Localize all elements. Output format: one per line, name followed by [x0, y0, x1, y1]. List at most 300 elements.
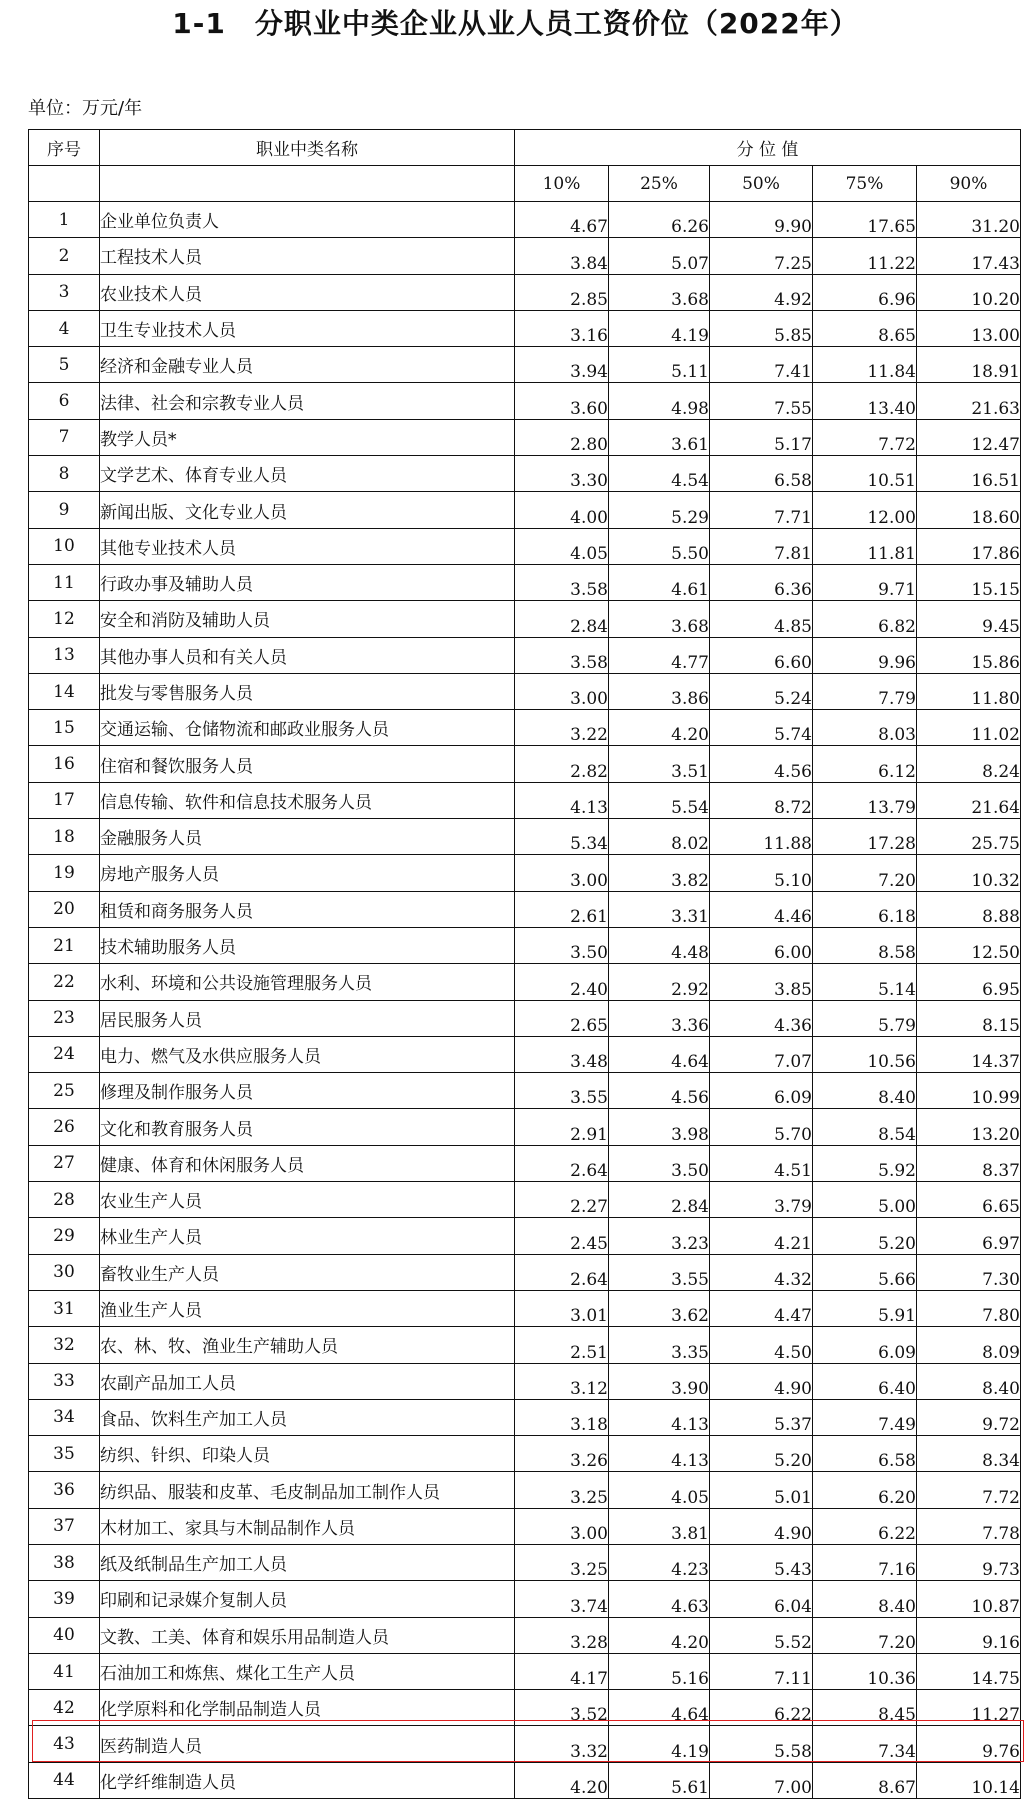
row-value-p25: 8.02	[609, 819, 710, 855]
row-value-p25: 5.11	[609, 347, 710, 383]
row-value-p25: 5.54	[609, 782, 710, 818]
row-value-p10: 3.55	[515, 1073, 609, 1109]
row-value-p25: 3.81	[609, 1508, 710, 1544]
table-row	[29, 673, 1021, 709]
row-value-p10: 2.61	[515, 891, 609, 927]
row-value-p50: 6.22	[710, 1690, 813, 1726]
row-occupation-name: 信息传输、软件和信息技术服务人员	[100, 782, 515, 818]
table-row	[29, 1109, 1021, 1145]
row-occupation-name: 其他专业技术人员	[100, 528, 515, 564]
row-value-p25: 3.51	[609, 746, 710, 782]
row-seq: 13	[29, 637, 100, 673]
row-occupation-name: 石油加工和炼焦、煤化工生产人员	[100, 1653, 515, 1689]
header-p90: 90%	[917, 166, 1021, 202]
row-value-p10: 2.45	[515, 1218, 609, 1254]
row-value-p10: 3.50	[515, 927, 609, 963]
row-value-p50: 7.00	[710, 1762, 813, 1798]
row-seq: 25	[29, 1073, 100, 1109]
row-value-p50: 5.17	[710, 419, 813, 455]
row-value-p90: 15.86	[917, 637, 1021, 673]
row-value-p75: 12.00	[813, 492, 917, 528]
row-value-p25: 2.92	[609, 964, 710, 1000]
row-value-p90: 12.47	[917, 419, 1021, 455]
row-value-p10: 2.82	[515, 746, 609, 782]
row-value-p50: 4.51	[710, 1145, 813, 1181]
row-value-p25: 4.13	[609, 1399, 710, 1435]
table-row	[29, 1653, 1021, 1689]
percentile-header-row	[29, 166, 1021, 202]
row-seq: 3	[29, 274, 100, 310]
table-row	[29, 637, 1021, 673]
table-row	[29, 855, 1021, 891]
row-value-p90: 8.09	[917, 1327, 1021, 1363]
row-value-p50: 5.52	[710, 1617, 813, 1653]
row-value-p10: 4.05	[515, 528, 609, 564]
table-row	[29, 891, 1021, 927]
row-occupation-name: 农、林、牧、渔业生产辅助人员	[100, 1327, 515, 1363]
row-seq: 14	[29, 673, 100, 709]
row-seq: 34	[29, 1399, 100, 1435]
row-value-p10: 3.94	[515, 347, 609, 383]
row-value-p50: 4.92	[710, 274, 813, 310]
table-row	[29, 1327, 1021, 1363]
row-value-p90: 7.72	[917, 1472, 1021, 1508]
row-value-p50: 6.60	[710, 637, 813, 673]
row-value-p75: 11.84	[813, 347, 917, 383]
table-row	[29, 1617, 1021, 1653]
row-value-p90: 15.15	[917, 564, 1021, 600]
row-value-p25: 3.61	[609, 419, 710, 455]
row-value-p75: 11.22	[813, 238, 917, 274]
row-value-p90: 7.80	[917, 1290, 1021, 1326]
row-value-p25: 3.86	[609, 673, 710, 709]
row-seq: 8	[29, 456, 100, 492]
row-value-p50: 8.72	[710, 782, 813, 818]
row-seq: 21	[29, 927, 100, 963]
row-value-p25: 3.68	[609, 601, 710, 637]
row-value-p90: 13.00	[917, 310, 1021, 346]
table-row	[29, 782, 1021, 818]
row-value-p50: 4.85	[710, 601, 813, 637]
row-value-p10: 4.17	[515, 1653, 609, 1689]
table-row	[29, 1690, 1021, 1726]
header-quantiles: 分 位 值	[515, 130, 1021, 166]
row-value-p90: 7.30	[917, 1254, 1021, 1290]
table-row	[29, 1726, 1021, 1762]
row-value-p75: 9.71	[813, 564, 917, 600]
row-value-p90: 9.72	[917, 1399, 1021, 1435]
row-occupation-name: 纺织、针织、印染人员	[100, 1436, 515, 1472]
row-occupation-name: 林业生产人员	[100, 1218, 515, 1254]
table-row	[29, 710, 1021, 746]
row-value-p10: 3.74	[515, 1581, 609, 1617]
row-value-p25: 4.63	[609, 1581, 710, 1617]
row-occupation-name: 渔业生产人员	[100, 1290, 515, 1326]
row-value-p50: 11.88	[710, 819, 813, 855]
row-value-p10: 3.32	[515, 1726, 609, 1762]
row-seq: 7	[29, 419, 100, 455]
row-value-p10: 4.13	[515, 782, 609, 818]
row-value-p50: 5.01	[710, 1472, 813, 1508]
row-value-p90: 13.20	[917, 1109, 1021, 1145]
row-value-p90: 7.78	[917, 1508, 1021, 1544]
row-value-p75: 8.54	[813, 1109, 917, 1145]
row-value-p25: 4.23	[609, 1544, 710, 1580]
row-occupation-name: 文化和教育服务人员	[100, 1109, 515, 1145]
row-occupation-name: 工程技术人员	[100, 238, 515, 274]
row-value-p75: 7.34	[813, 1726, 917, 1762]
table-row	[29, 1036, 1021, 1072]
row-value-p50: 7.11	[710, 1653, 813, 1689]
row-value-p25: 3.55	[609, 1254, 710, 1290]
table-row	[29, 274, 1021, 310]
row-value-p75: 6.12	[813, 746, 917, 782]
row-value-p75: 6.22	[813, 1508, 917, 1544]
row-value-p75: 10.51	[813, 456, 917, 492]
table-row	[29, 1182, 1021, 1218]
row-value-p10: 3.48	[515, 1036, 609, 1072]
table-body	[29, 202, 1021, 1799]
row-value-p50: 5.10	[710, 855, 813, 891]
row-value-p50: 7.07	[710, 1036, 813, 1072]
row-value-p90: 17.43	[917, 238, 1021, 274]
row-value-p25: 2.84	[609, 1182, 710, 1218]
row-value-p90: 14.37	[917, 1036, 1021, 1072]
row-seq: 28	[29, 1182, 100, 1218]
row-value-p90: 14.75	[917, 1653, 1021, 1689]
row-occupation-name: 电力、燃气及水供应服务人员	[100, 1036, 515, 1072]
row-value-p75: 8.58	[813, 927, 917, 963]
row-value-p10: 2.80	[515, 419, 609, 455]
table-row	[29, 492, 1021, 528]
row-occupation-name: 教学人员*	[100, 419, 515, 455]
table-row	[29, 1762, 1021, 1798]
row-value-p75: 6.58	[813, 1436, 917, 1472]
row-value-p25: 4.05	[609, 1472, 710, 1508]
row-value-p75: 9.96	[813, 637, 917, 673]
row-seq: 27	[29, 1145, 100, 1181]
table-row	[29, 1254, 1021, 1290]
row-seq: 23	[29, 1000, 100, 1036]
row-value-p75: 7.20	[813, 855, 917, 891]
table-row	[29, 964, 1021, 1000]
row-occupation-name: 租赁和商务服务人员	[100, 891, 515, 927]
row-seq: 31	[29, 1290, 100, 1326]
row-value-p90: 10.20	[917, 274, 1021, 310]
row-value-p50: 3.79	[710, 1182, 813, 1218]
row-value-p25: 3.36	[609, 1000, 710, 1036]
table-row	[29, 1508, 1021, 1544]
row-value-p50: 6.00	[710, 927, 813, 963]
row-value-p50: 4.46	[710, 891, 813, 927]
row-value-p50: 7.25	[710, 238, 813, 274]
header-seq: 序号	[29, 130, 100, 166]
row-value-p90: 8.40	[917, 1363, 1021, 1399]
row-seq: 29	[29, 1218, 100, 1254]
row-seq: 39	[29, 1581, 100, 1617]
row-value-p90: 16.51	[917, 456, 1021, 492]
row-value-p75: 5.14	[813, 964, 917, 1000]
row-value-p50: 5.85	[710, 310, 813, 346]
row-value-p90: 10.32	[917, 855, 1021, 891]
row-value-p75: 6.20	[813, 1472, 917, 1508]
table-row	[29, 1581, 1021, 1617]
row-seq: 18	[29, 819, 100, 855]
row-occupation-name: 行政办事及辅助人员	[100, 564, 515, 600]
row-value-p25: 4.77	[609, 637, 710, 673]
row-value-p10: 2.84	[515, 601, 609, 637]
row-occupation-name: 修理及制作服务人员	[100, 1073, 515, 1109]
row-value-p10: 3.52	[515, 1690, 609, 1726]
row-value-p50: 4.50	[710, 1327, 813, 1363]
header-seq-blank	[29, 166, 100, 202]
row-occupation-name: 交通运输、仓储物流和邮政业服务人员	[100, 710, 515, 746]
row-occupation-name: 农副产品加工人员	[100, 1363, 515, 1399]
header-p25: 25%	[609, 166, 710, 202]
row-value-p90: 6.95	[917, 964, 1021, 1000]
table-row	[29, 310, 1021, 346]
row-value-p90: 11.80	[917, 673, 1021, 709]
row-value-p90: 10.99	[917, 1073, 1021, 1109]
row-seq: 19	[29, 855, 100, 891]
row-occupation-name: 化学原料和化学制品制造人员	[100, 1690, 515, 1726]
row-value-p50: 6.04	[710, 1581, 813, 1617]
row-value-p50: 5.70	[710, 1109, 813, 1145]
row-value-p10: 3.25	[515, 1544, 609, 1580]
row-value-p10: 4.00	[515, 492, 609, 528]
row-value-p75: 10.36	[813, 1653, 917, 1689]
row-value-p10: 2.51	[515, 1327, 609, 1363]
table-row	[29, 528, 1021, 564]
row-seq: 4	[29, 310, 100, 346]
row-occupation-name: 卫生专业技术人员	[100, 310, 515, 346]
table-row	[29, 1399, 1021, 1435]
row-occupation-name: 企业单位负责人	[100, 202, 515, 238]
row-seq: 42	[29, 1690, 100, 1726]
row-seq: 26	[29, 1109, 100, 1145]
row-value-p10: 3.84	[515, 238, 609, 274]
row-occupation-name: 木材加工、家具与木制品制作人员	[100, 1508, 515, 1544]
row-occupation-name: 化学纤维制造人员	[100, 1762, 515, 1798]
row-value-p50: 7.41	[710, 347, 813, 383]
row-occupation-name: 食品、饮料生产加工人员	[100, 1399, 515, 1435]
row-value-p25: 3.68	[609, 274, 710, 310]
row-value-p50: 6.36	[710, 564, 813, 600]
row-occupation-name: 新闻出版、文化专业人员	[100, 492, 515, 528]
row-value-p50: 7.81	[710, 528, 813, 564]
row-value-p25: 4.20	[609, 710, 710, 746]
row-seq: 41	[29, 1653, 100, 1689]
table-row	[29, 819, 1021, 855]
row-value-p75: 5.20	[813, 1218, 917, 1254]
unit-label: 单位：万元/年	[28, 98, 143, 119]
row-seq: 10	[29, 528, 100, 564]
row-occupation-name: 水利、环境和公共设施管理服务人员	[100, 964, 515, 1000]
header-p10: 10%	[515, 166, 609, 202]
table-row	[29, 1218, 1021, 1254]
wage-table	[28, 129, 1021, 1799]
row-value-p90: 6.97	[917, 1218, 1021, 1254]
row-value-p25: 5.16	[609, 1653, 710, 1689]
row-value-p75: 7.72	[813, 419, 917, 455]
row-value-p50: 6.09	[710, 1073, 813, 1109]
row-occupation-name: 住宿和餐饮服务人员	[100, 746, 515, 782]
row-value-p25: 3.23	[609, 1218, 710, 1254]
row-value-p75: 6.82	[813, 601, 917, 637]
table-row	[29, 1436, 1021, 1472]
row-value-p10: 2.91	[515, 1109, 609, 1145]
row-value-p25: 5.29	[609, 492, 710, 528]
row-value-p25: 5.50	[609, 528, 710, 564]
table-row	[29, 202, 1021, 238]
row-seq: 5	[29, 347, 100, 383]
row-value-p75: 11.81	[813, 528, 917, 564]
row-seq: 43	[29, 1726, 100, 1762]
row-value-p25: 4.48	[609, 927, 710, 963]
row-seq: 16	[29, 746, 100, 782]
table-row	[29, 456, 1021, 492]
row-occupation-name: 其他办事人员和有关人员	[100, 637, 515, 673]
row-occupation-name: 健康、体育和休闲服务人员	[100, 1145, 515, 1181]
header-p50: 50%	[710, 166, 813, 202]
row-value-p25: 3.35	[609, 1327, 710, 1363]
row-value-p10: 2.27	[515, 1182, 609, 1218]
row-seq: 24	[29, 1036, 100, 1072]
row-value-p10: 2.64	[515, 1145, 609, 1181]
row-value-p90: 25.75	[917, 819, 1021, 855]
row-value-p10: 3.22	[515, 710, 609, 746]
row-value-p25: 4.64	[609, 1690, 710, 1726]
row-value-p10: 3.00	[515, 855, 609, 891]
row-occupation-name: 安全和消防及辅助人员	[100, 601, 515, 637]
row-value-p75: 6.09	[813, 1327, 917, 1363]
row-value-p10: 3.12	[515, 1363, 609, 1399]
row-value-p50: 5.37	[710, 1399, 813, 1435]
row-value-p25: 3.90	[609, 1363, 710, 1399]
row-value-p90: 18.60	[917, 492, 1021, 528]
row-value-p50: 4.21	[710, 1218, 813, 1254]
row-seq: 44	[29, 1762, 100, 1798]
row-value-p90: 8.34	[917, 1436, 1021, 1472]
row-seq: 11	[29, 564, 100, 600]
row-value-p25: 6.26	[609, 202, 710, 238]
row-value-p75: 5.92	[813, 1145, 917, 1181]
row-value-p10: 3.00	[515, 1508, 609, 1544]
row-value-p50: 6.58	[710, 456, 813, 492]
row-value-p25: 4.13	[609, 1436, 710, 1472]
table-row	[29, 1544, 1021, 1580]
row-value-p75: 13.40	[813, 383, 917, 419]
row-value-p75: 5.91	[813, 1290, 917, 1326]
table-row	[29, 927, 1021, 963]
row-value-p75: 13.79	[813, 782, 917, 818]
row-value-p75: 8.65	[813, 310, 917, 346]
row-value-p75: 7.49	[813, 1399, 917, 1435]
table-row	[29, 347, 1021, 383]
row-value-p25: 4.20	[609, 1617, 710, 1653]
row-value-p90: 8.24	[917, 746, 1021, 782]
row-value-p90: 17.86	[917, 528, 1021, 564]
row-seq: 33	[29, 1363, 100, 1399]
row-value-p90: 9.73	[917, 1544, 1021, 1580]
row-value-p25: 4.19	[609, 1726, 710, 1762]
row-value-p10: 3.01	[515, 1290, 609, 1326]
table-row	[29, 746, 1021, 782]
row-value-p10: 5.34	[515, 819, 609, 855]
row-value-p50: 4.47	[710, 1290, 813, 1326]
row-seq: 6	[29, 383, 100, 419]
row-seq: 9	[29, 492, 100, 528]
row-seq: 15	[29, 710, 100, 746]
row-value-p50: 7.55	[710, 383, 813, 419]
row-value-p90: 12.50	[917, 927, 1021, 963]
row-value-p75: 10.56	[813, 1036, 917, 1072]
table-row	[29, 238, 1021, 274]
row-value-p25: 3.82	[609, 855, 710, 891]
row-occupation-name: 印刷和记录媒介复制人员	[100, 1581, 515, 1617]
row-value-p75: 7.16	[813, 1544, 917, 1580]
row-value-p50: 4.36	[710, 1000, 813, 1036]
row-value-p75: 7.79	[813, 673, 917, 709]
row-seq: 12	[29, 601, 100, 637]
row-value-p50: 5.58	[710, 1726, 813, 1762]
row-seq: 35	[29, 1436, 100, 1472]
row-value-p90: 8.15	[917, 1000, 1021, 1036]
row-occupation-name: 文学艺术、体育专业人员	[100, 456, 515, 492]
row-occupation-name: 技术辅助服务人员	[100, 927, 515, 963]
row-occupation-name: 房地产服务人员	[100, 855, 515, 891]
row-value-p50: 5.43	[710, 1544, 813, 1580]
table-row	[29, 1073, 1021, 1109]
row-value-p75: 8.45	[813, 1690, 917, 1726]
row-value-p10: 3.30	[515, 456, 609, 492]
row-value-p10: 3.58	[515, 637, 609, 673]
row-occupation-name: 纺织品、服装和皮革、毛皮制品加工制作人员	[100, 1472, 515, 1508]
row-occupation-name: 纸及纸制品生产加工人员	[100, 1544, 515, 1580]
row-value-p75: 6.18	[813, 891, 917, 927]
row-value-p75: 17.28	[813, 819, 917, 855]
row-seq: 1	[29, 202, 100, 238]
row-value-p90: 11.02	[917, 710, 1021, 746]
table-row	[29, 1472, 1021, 1508]
row-value-p10: 3.16	[515, 310, 609, 346]
row-seq: 20	[29, 891, 100, 927]
row-occupation-name: 医药制造人员	[100, 1726, 515, 1762]
row-occupation-name: 批发与零售服务人员	[100, 673, 515, 709]
row-value-p75: 8.67	[813, 1762, 917, 1798]
row-occupation-name: 畜牧业生产人员	[100, 1254, 515, 1290]
row-seq: 37	[29, 1508, 100, 1544]
row-value-p90: 10.87	[917, 1581, 1021, 1617]
row-value-p10: 3.60	[515, 383, 609, 419]
row-value-p90: 31.20	[917, 202, 1021, 238]
row-value-p25: 3.98	[609, 1109, 710, 1145]
row-value-p50: 9.90	[710, 202, 813, 238]
row-value-p25: 5.61	[609, 1762, 710, 1798]
row-value-p50: 5.74	[710, 710, 813, 746]
table-row	[29, 564, 1021, 600]
row-value-p50: 3.85	[710, 964, 813, 1000]
row-value-p75: 5.66	[813, 1254, 917, 1290]
row-value-p90: 10.14	[917, 1762, 1021, 1798]
table-row	[29, 1290, 1021, 1326]
row-seq: 38	[29, 1544, 100, 1580]
row-value-p90: 9.16	[917, 1617, 1021, 1653]
row-value-p90: 21.64	[917, 782, 1021, 818]
row-occupation-name: 金融服务人员	[100, 819, 515, 855]
row-value-p75: 8.03	[813, 710, 917, 746]
row-seq: 22	[29, 964, 100, 1000]
